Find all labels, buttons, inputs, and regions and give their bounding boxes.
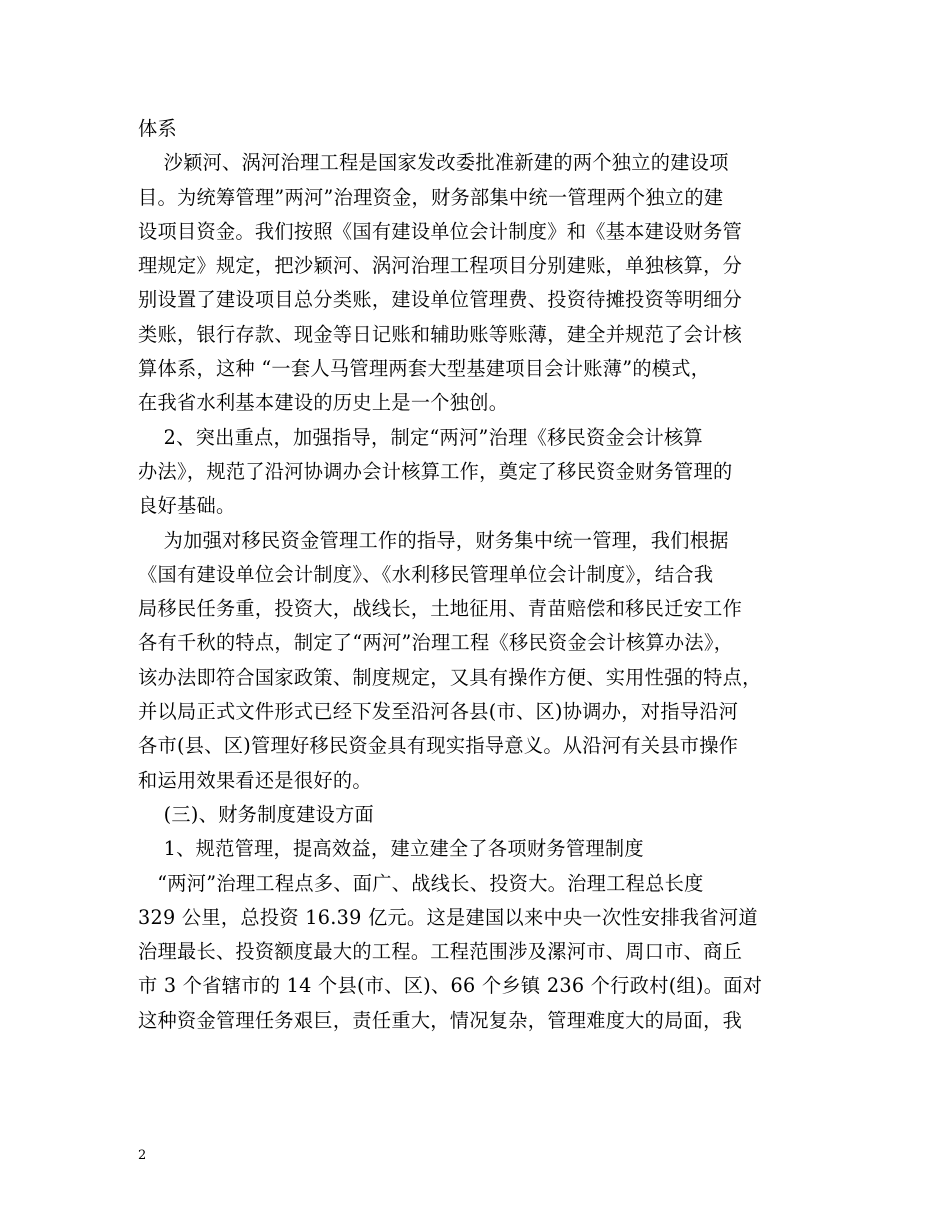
text-line: 各市(县、区)管理好移民资金具有现实指导意义。从沿河有关县市操作 — [138, 734, 739, 758]
text-line: 为加强对移民资金管理工作的指导，财务集中统一管理，我们根据 — [138, 528, 729, 552]
document-body — [138, 112, 828, 1038]
page-number: 2 — [138, 1148, 147, 1163]
text-line: 和运用效果看还是很好的。 — [138, 768, 372, 792]
text-line: 329 公里，总投资 16.39 亿元。这是建国以来中央一次性安排我省河道 — [138, 905, 758, 929]
text-line: 设项目资金。我们按照《国有建设单位会计制度》和《基本建设财务管 — [138, 219, 743, 243]
text-line: 办法》，规范了沿河协调办会计核算工作，奠定了移民资金财务管理的 — [138, 459, 733, 483]
text-line: 并以局正式文件形式已经下发至沿河各县(市、区)协调办，对指导沿河 — [138, 700, 739, 724]
text-line: 治理最长、投资额度最大的工程。工程范围涉及漯河市、周口市、商丘 — [138, 940, 743, 964]
text-line: 局移民任务重，投资大，战线长，土地征用、青苗赔偿和移民迁安工作 — [138, 597, 743, 621]
text-line: 1、规范管理，提高效益，建立建全了各项财务管理制度 — [138, 837, 644, 861]
text-line: 别设置了建设项目总分类账，建设单位管理费、投资待摊投资等明细分 — [138, 288, 743, 312]
text-line: 类账，银行存款、现金等日记账和辅助账等账薄，建全并规范了会计核 — [138, 322, 743, 346]
text-line: “两河”治理工程点多、面广、战线长、投资大。治理工程总长度 — [138, 871, 704, 895]
text-line: 理规定》规定，把沙颖河、涡河治理工程项目分别建账，单独核算，分 — [138, 254, 743, 278]
text-line: 沙颖河、涡河治理工程是国家发改委批准新建的两个独立的建设项 — [138, 151, 729, 175]
text-line: (三)、财务制度建设方面 — [138, 802, 375, 826]
text-line: 该办法即符合国家政策、制度规定，又具有操作方便、实用性强的特点， — [138, 665, 762, 689]
text-line: 2、突出重点，加强指导，制定“两河”治理《移民资金会计核算 — [138, 425, 703, 449]
text-line: 市 3 个省辖市的 14 个县(市、区)、66 个乡镇 236 个行政村(组)。面对 — [138, 974, 763, 998]
text-line: 算体系，这种 “一套人马管理两套大型基建项目会计账薄”的模式， — [138, 357, 711, 381]
text-line: 这种资金管理任务艰巨，责任重大，情况复杂，管理难度大的局面，我 — [138, 1008, 743, 1032]
text-line: 各有千秋的特点，制定了“两河”治理工程《移民资金会计核算办法》， — [138, 631, 734, 655]
text-line: 体系 — [138, 117, 177, 140]
text-line: 良好基础。 — [138, 494, 236, 518]
text-line: 目。为统筹管理”两河”治理资金，财务部集中统一管理两个独立的建 — [138, 185, 724, 209]
text-line: 在我省水利基本建设的历史上是一个独创。 — [138, 391, 509, 415]
text-line: 《国有建设单位会计制度》、《水利移民管理单位会计制度》，结合我 — [138, 562, 714, 586]
